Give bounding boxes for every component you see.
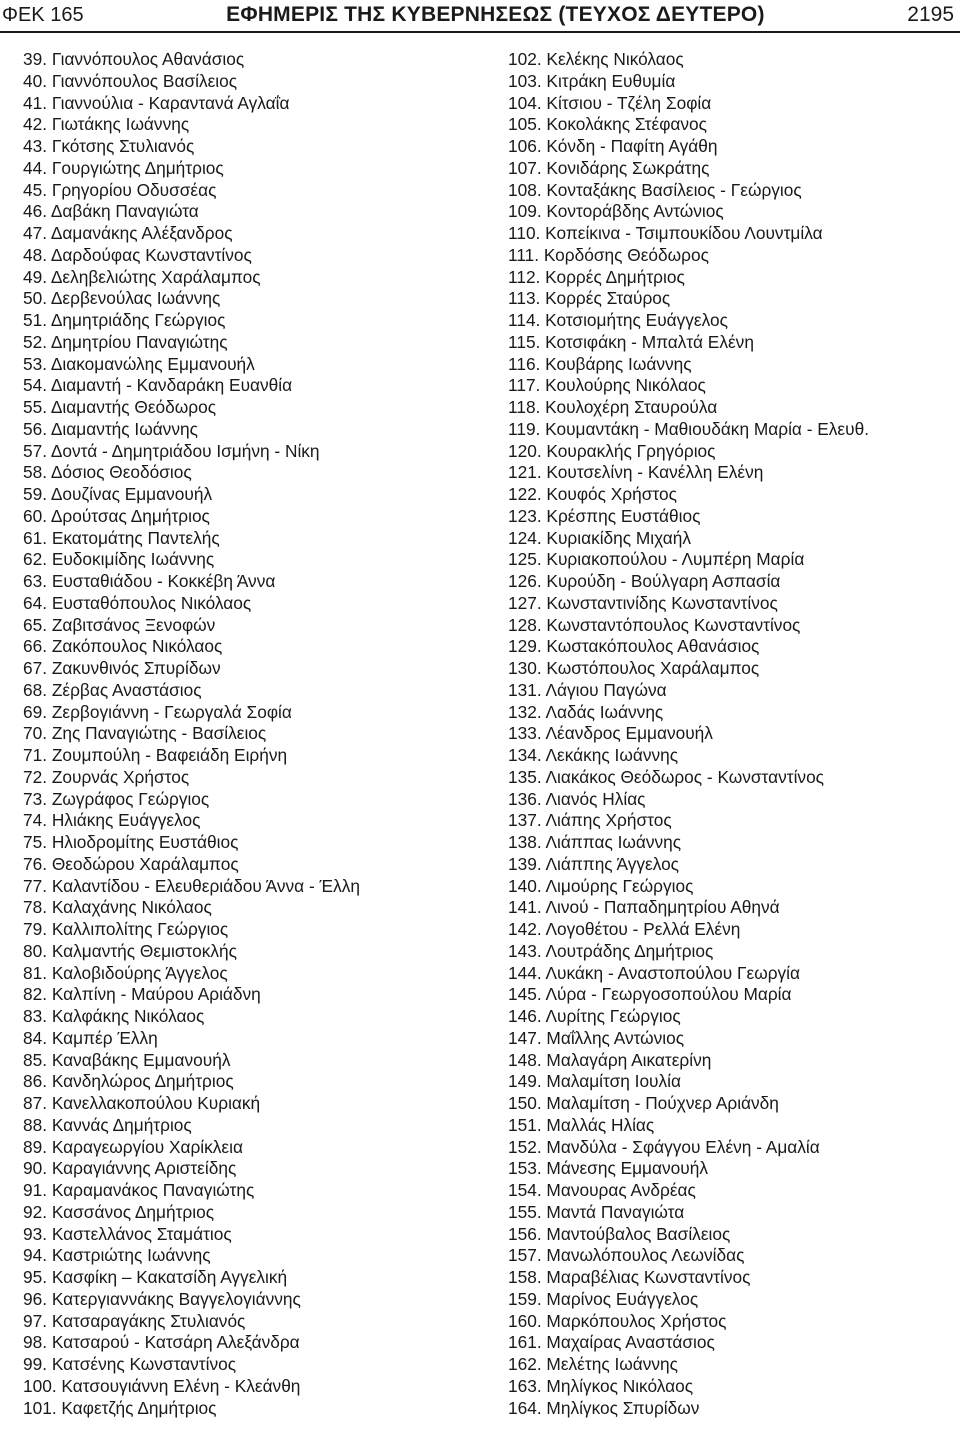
list-item: 132. Λαδάς Ιωάννης xyxy=(508,701,664,722)
list-item: 83. Καλφάκης Νικόλαος xyxy=(23,1006,205,1026)
list-item: 131. Λάγιου Παγώνα xyxy=(508,679,667,700)
list-item: 142. Λογοθέτου - Ρελλά Ελένη xyxy=(508,919,741,939)
list-item: 39. Γιαννόπουλος Αθανάσιος xyxy=(23,49,245,69)
list-item: 90. Καραγιάννης Αριστείδης xyxy=(23,1158,237,1179)
list-item: 128. Κωνσταντόπουλος Κωνσταντίνος xyxy=(508,614,801,635)
list-item: 117. Κουλούρης Νικόλαος xyxy=(508,375,706,396)
list-item: 113. Κορρές Σταύρος xyxy=(508,288,671,309)
list-item: 77. Καλαντίδου - Ελευθεριάδου Άννα - Έλλη xyxy=(23,875,360,896)
list-item: 124. Κυριακίδης Μιχαήλ xyxy=(508,527,691,548)
list-item: 100. Κατσουγιάννη Ελένη - Κλεάνθη xyxy=(23,1375,301,1396)
list-item: 102. Κελέκης Νικόλαος xyxy=(508,49,684,69)
list-item: 46. Δαβάκη Παναγιώτα xyxy=(23,201,199,222)
list-item: 144. Λυκάκη - Αναστοπούλου Γεωργία xyxy=(508,962,801,983)
list-item: 42. Γιωτάκης Ιωάννης xyxy=(23,114,190,135)
list-item: 137. Λιάπης Χρήστος xyxy=(508,810,672,831)
list-item: 60. Δρούτσας Δημήτριος xyxy=(23,505,210,526)
list-item: 98. Κατσαρού - Κατσάρη Αλεξάνδρα xyxy=(23,1332,300,1353)
list-item: 78. Καλαχάνης Νικόλαος xyxy=(23,897,212,918)
list-item: 156. Μαντούβαλος Βασίλειος xyxy=(508,1223,731,1244)
list-item: 72. Ζουρνάς Χρήστος xyxy=(23,766,190,787)
list-item: 76. Θεοδώρου Χαράλαμπος xyxy=(23,853,239,874)
list-item: 104. Κίτσιου - Τζέλη Σοφία xyxy=(508,92,712,113)
list-item: 99. Κατσένης Κωνσταντίνος xyxy=(23,1354,237,1374)
list-item: 65. Ζαβιτσάνος Ξενοφών xyxy=(23,614,216,635)
list-item: 85. Καναβάκης Εμμανουήλ xyxy=(23,1049,231,1070)
list-item: 74. Ηλιάκης Ευάγγελος xyxy=(23,810,201,831)
header-rule xyxy=(0,31,960,33)
list-item: 44. Γουργιώτης Δημήτριος xyxy=(23,157,224,178)
list-item: 54. Διαμαντή - Κανδαράκη Ευανθία xyxy=(23,375,293,396)
list-item: 55. Διαμαντής Θεόδωρος xyxy=(23,397,217,417)
list-item: 149. Μαλαμίτση Ιουλία xyxy=(508,1071,681,1092)
list-item: 141. Λινού - Παπαδημητρίου Αθηνά xyxy=(508,897,780,918)
list-item: 110. Κοπείκινα - Τσιμπουκίδου Λουντμίλα xyxy=(508,223,823,243)
list-item: 136. Λιανός Ηλίας xyxy=(508,788,646,809)
list-item: 152. Μανδύλα - Σφάγγου Ελένη - Αμαλία xyxy=(508,1136,820,1157)
list-item: 161. Μαχαίρας Αναστάσιος xyxy=(508,1332,715,1353)
list-item: 120. Κουρακλής Γρηγόριος xyxy=(508,440,716,461)
list-item: 50. Δερβενούλας Ιωάννης xyxy=(23,288,221,309)
list-item: 163. Μηλίγκος Νικόλαος xyxy=(508,1375,694,1396)
list-item: 162. Μελέτης Ιωάννης xyxy=(508,1354,678,1374)
list-item: 127. Κωνσταντινίδης Κωνσταντίνος xyxy=(508,592,778,613)
list-item: 70. Ζης Παναγιώτης - Βασίλειος xyxy=(23,723,267,744)
list-item: 92. Κασσάνος Δημήτριος xyxy=(23,1201,215,1222)
list-item: 107. Κονιδάρης Σωκράτης xyxy=(508,157,710,178)
list-item: 79. Καλλιπολίτης Γεώργιος xyxy=(23,919,229,939)
list-item: 126. Κυρούδη - Βούλγαρη Ασπασία xyxy=(508,571,781,591)
list-item: 108. Κονταξάκης Βασίλειος - Γεώργιος xyxy=(508,179,802,200)
list-item: 94. Καστριώτης Ιωάννης xyxy=(23,1245,211,1266)
list-item: 148. Μαλαγάρη Αικατερίνη xyxy=(508,1049,712,1070)
list-item: 64. Ευσταθόπουλος Νικόλαος xyxy=(23,592,252,613)
list-item: 91. Καραμανάκος Παναγιώτης xyxy=(23,1180,255,1200)
list-item: 89. Καραγεωργίου Χαρίκλεια xyxy=(23,1136,243,1157)
list-item: 138. Λιάππας Ιωάννης xyxy=(508,832,682,852)
list-item: 115. Κοτσιφάκη - Μπαλτά Ελένη xyxy=(508,331,754,352)
list-item: 121. Κουτσελίνη - Κανέλλη Ελένη xyxy=(508,462,764,483)
list-item: 58. Δόσιος Θεοδόσιος xyxy=(23,462,192,483)
list-item: 51. Δημητριάδης Γεώργιος xyxy=(23,310,226,330)
list-item: 81. Καλοβιδούρης Άγγελος xyxy=(23,962,228,983)
list-item: 61. Εκατομάτης Παντελής xyxy=(23,527,220,548)
list-item: 135. Λιακάκος Θεόδωρος - Κωνσταντίνος xyxy=(508,766,825,787)
list-item: 45. Γρηγορίου Οδυσσέας xyxy=(23,179,217,200)
list-item: 86. Κανδηλώρος Δημήτριος xyxy=(23,1071,234,1092)
list-item: 82. Καλπίνη - Μαύρου Αριάδνη xyxy=(23,984,261,1005)
left-name-column xyxy=(23,49,360,1419)
list-item: 66. Ζακόπουλος Νικόλαος xyxy=(23,636,223,657)
page-number: 2195 xyxy=(907,3,954,26)
list-item: 97. Κατσαραγάκης Στυλιανός xyxy=(23,1310,246,1331)
list-item: 57. Δοντά - Δημητριάδου Ισμήνη - Νίκη xyxy=(23,440,320,461)
list-item: 157. Μανωλόπουλος Λεωνίδας xyxy=(508,1245,745,1266)
list-item: 114. Κοτσιομήτης Ευάγγελος xyxy=(508,310,728,330)
list-item: 146. Λυρίτης Γεώργιος xyxy=(508,1006,681,1026)
list-item: 49. Δεληβελιώτης Χαράλαμπος xyxy=(23,266,261,287)
list-item: 125. Κυριακοπούλου - Λυμπέρη Μαρία xyxy=(508,549,805,570)
list-item: 48. Δαρδούφας Κωνσταντίνος xyxy=(23,244,252,265)
list-item: 112. Κορρές Δημήτριος xyxy=(508,266,685,287)
list-item: 93. Καστελλάνος Σταμάτιος xyxy=(23,1223,232,1244)
list-item: 133. Λέανδρος Εμμανουήλ xyxy=(508,723,713,744)
list-item: 75. Ηλιοδρομίτης Ευστάθιος xyxy=(23,832,239,852)
issue-number: ΦΕΚ 165 xyxy=(2,3,84,26)
page-header xyxy=(0,0,960,30)
list-item: 84. Καμπέρ Έλλη xyxy=(23,1027,158,1048)
gazette-title: ΕΦΗΜΕΡΙΣ ΤΗΣ ΚΥΒΕΡΝΗΣΕΩΣ (ΤΕΥΧΟΣ ΔΕΥΤΕΡΟ) xyxy=(226,3,765,26)
list-item: 73. Ζωγράφος Γεώργιος xyxy=(23,788,210,809)
list-item: 139. Λιάππης Άγγελος xyxy=(508,853,680,874)
list-item: 155. Μαντά Παναγιώτα xyxy=(508,1201,685,1222)
list-item: 129. Κωστακόπουλος Αθανάσιος xyxy=(508,636,760,657)
list-item: 96. Κατεργιαννάκης Βαγγελογιάννης xyxy=(23,1288,301,1309)
list-item: 101. Καφετζής Δημήτριος xyxy=(23,1397,217,1418)
list-item: 41. Γιαννούλια - Καραντανά Αγλαΐα xyxy=(23,92,290,113)
list-item: 63. Ευσταθιάδου - Κοκκέβη Άννα xyxy=(23,571,276,591)
list-item: 95. Κασφίκη – Κακατσίδη Αγγελική xyxy=(23,1267,288,1287)
list-item: 143. Λουτράδης Δημήτριος xyxy=(508,940,714,961)
list-item: 147. Μαΐλλης Αντώνιος xyxy=(508,1027,685,1048)
list-item: 130. Κωστόπουλος Χαράλαμπος xyxy=(508,658,760,678)
list-item: 123. Κρέσπης Ευστάθιος xyxy=(508,505,701,526)
list-item: 151. Μαλλάς Ηλίας xyxy=(508,1114,655,1135)
list-item: 47. Δαμανάκης Αλέξανδρος xyxy=(23,223,233,243)
list-item: 140. Λιμούρης Γεώργιος xyxy=(508,875,694,896)
list-item: 116. Κουβάρης Ιωάννης xyxy=(508,353,692,374)
list-item: 164. Μηλίγκος Σπυρίδων xyxy=(508,1397,700,1418)
list-item: 153. Μάνεσης Εμμανουήλ xyxy=(508,1158,708,1179)
list-item: 52. Δημητρίου Παναγιώτης xyxy=(23,331,228,352)
list-item: 150. Μαλαμίτση - Πούχνερ Αριάνδη xyxy=(508,1093,779,1113)
list-item: 111. Κορδόσης Θεόδωρος xyxy=(508,244,709,265)
list-item: 67. Ζακυνθινός Σπυρίδων xyxy=(23,658,221,678)
list-item: 158. Μαραβέλιας Κωνσταντίνος xyxy=(508,1267,751,1287)
list-item: 40. Γιαννόπουλος Βασίλειος xyxy=(23,70,238,91)
list-item: 53. Διακομανώλης Εμμανουήλ xyxy=(23,353,255,374)
list-item: 119. Κουμαντάκη - Μαθιουδάκη Μαρία - Ελευθ. xyxy=(508,418,869,439)
list-item: 118. Κουλοχέρη Σταυρούλα xyxy=(508,397,718,417)
list-item: 159. Μαρίνος Ευάγγελος xyxy=(508,1288,699,1309)
list-item: 87. Κανελλακοπούλου Κυριακή xyxy=(23,1093,261,1113)
list-item: 134. Λεκάκης Ιωάννης xyxy=(508,745,679,765)
list-item: 59. Δουζίνας Εμμανουήλ xyxy=(23,484,213,504)
list-item: 88. Καννάς Δημήτριος xyxy=(23,1114,192,1135)
list-item: 154. Μανουρας Ανδρέας xyxy=(508,1180,696,1200)
list-item: 43. Γκότσης Στυλιανός xyxy=(23,136,195,156)
list-item: 71. Ζουμπούλη - Βαφειάδη Ειρήνη xyxy=(23,745,288,765)
list-item: 109. Κοντοράβδης Αντώνιος xyxy=(508,201,724,222)
list-item: 69. Ζερβογιάννη - Γεωργαλά Σοφία xyxy=(23,701,292,722)
list-item: 80. Καλμαντής Θεμιστοκλής xyxy=(23,940,237,961)
list-item: 145. Λύρα - Γεωργοσοπούλου Μαρία xyxy=(508,984,792,1005)
right-name-column xyxy=(508,49,869,1419)
list-item: 62. Ευδοκιμίδης Ιωάννης xyxy=(23,549,215,570)
list-item: 103. Κιτράκη Ευθυμία xyxy=(508,70,676,91)
list-item: 56. Διαμαντής Ιωάννης xyxy=(23,418,198,439)
list-item: 160. Μαρκόπουλος Χρήστος xyxy=(508,1310,727,1331)
list-item: 122. Κουφός Χρήστος xyxy=(508,484,677,504)
list-item: 106. Κόνδη - Παφίτη Αγάθη xyxy=(508,136,718,156)
list-item: 105. Κοκολάκης Στέφανος xyxy=(508,114,707,135)
list-item: 68. Ζέρβας Αναστάσιος xyxy=(23,679,202,700)
